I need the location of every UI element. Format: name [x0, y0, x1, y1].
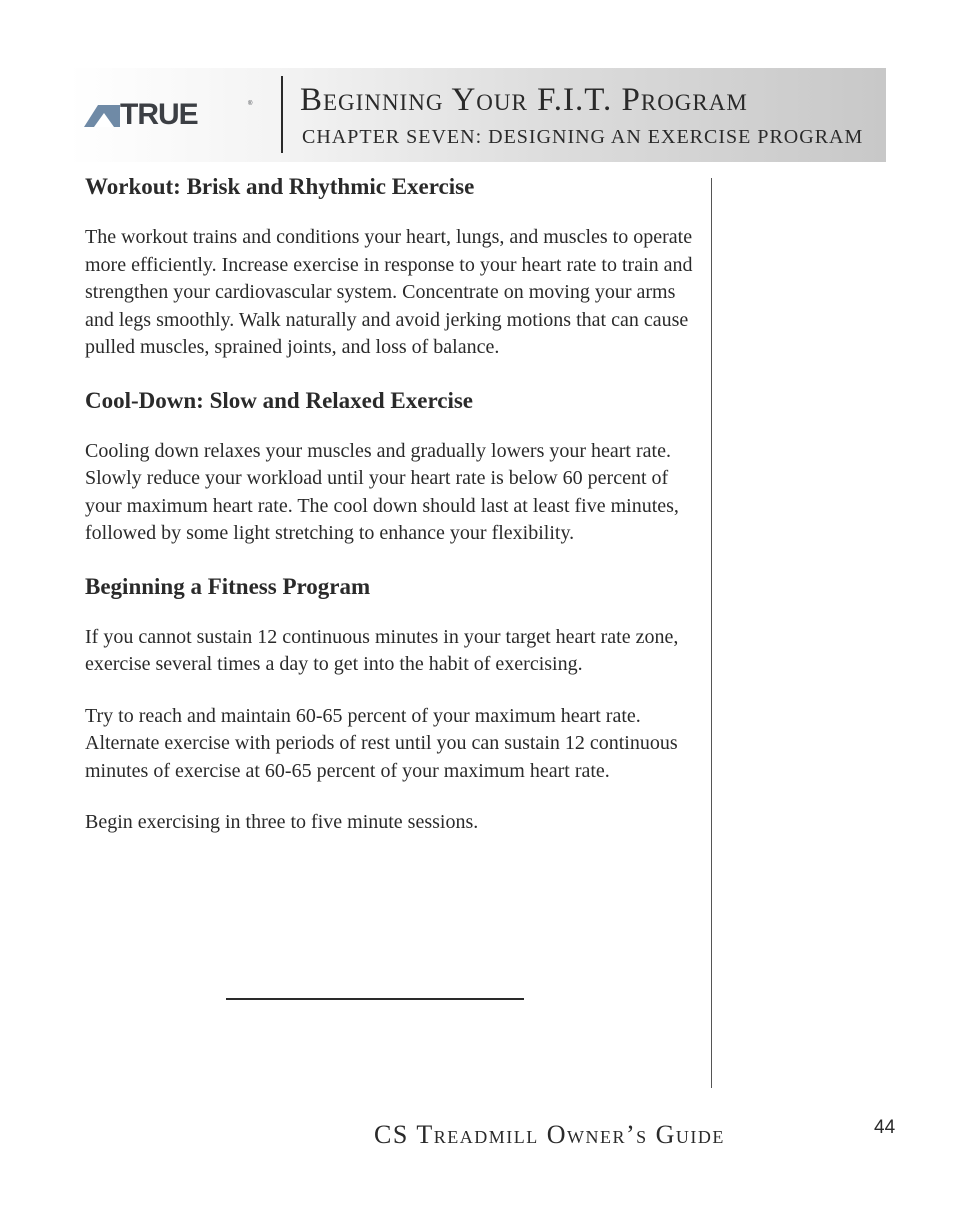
section-heading: Beginning a Fitness Program [85, 573, 371, 599]
footer-guide-title: CS Treadmill Owner’s Guide [374, 1120, 725, 1149]
section-heading: Workout: Brisk and Rhythmic Exercise [85, 174, 475, 199]
logo-wordmark: TRUE [120, 98, 198, 131]
paragraph: Begin exercising in three to five minute sessions. [85, 811, 479, 833]
main-content [85, 172, 700, 861]
paragraph: The workout trains and conditions your heart, lungs, and muscles to operate more efficiently. Increase exercise in response to your heart rate to train and strengthen your cardiovascular system. Concentrate on moving your arms and legs smoothly. Walk naturally and avoid jerking motions that can cause pulled muscles, sprained joints, and loss of balance. [85, 226, 693, 358]
paragraph: Try to reach and maintain 60-65 percent of your maximum heart rate. Alternate exercise with periods of rest until you can sustain 12 continuous minutes of exercise at 60-65 percent of your maximum heart rate. [85, 704, 678, 782]
page-number: 44 [874, 1117, 896, 1138]
header-divider [281, 76, 283, 153]
page-title: Beginning Your F.I.T. Program [300, 82, 748, 118]
chapter-subtitle: CHAPTER SEVEN: DESIGNING AN EXERCISE PROGRAM [302, 126, 864, 148]
true-logo [84, 98, 254, 131]
section-cool-down [85, 386, 700, 548]
section-end-divider [226, 998, 524, 1000]
logo-trademark: ® [248, 101, 253, 107]
section-heading: Cool-Down: Slow and Relaxed Exercise [85, 387, 474, 413]
column-divider [711, 178, 712, 1088]
section-fitness-program [85, 572, 700, 837]
logo-mark-icon [84, 103, 120, 129]
paragraph: If you cannot sustain 12 continuous minutes in your target heart rate zone, exercise several times a day to get into the habit of exercising. [85, 625, 679, 675]
section-workout [85, 172, 700, 362]
paragraph: Cooling down relaxes your muscles and gradually lowers your heart rate. Slowly reduce your workload until your heart rate is below 60 percent of your maximum heart rate. The cool down should last at least five minutes, followed by some light stretching to enhance your flexibility. [85, 439, 679, 544]
